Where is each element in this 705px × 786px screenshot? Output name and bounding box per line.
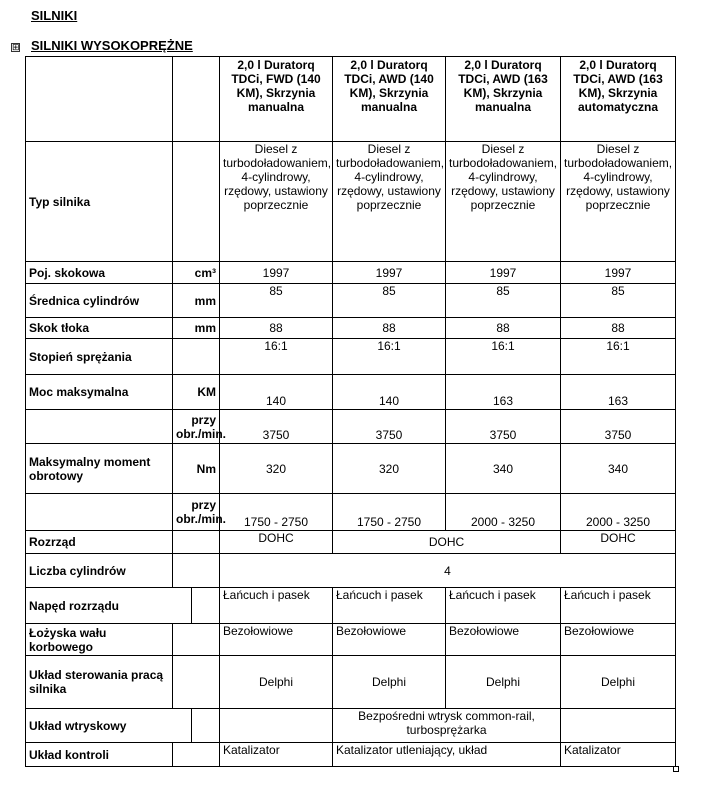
stroke-value: 88 bbox=[333, 318, 446, 339]
unit-cell bbox=[173, 339, 220, 375]
row-label: Poj. skokowa bbox=[26, 262, 173, 284]
power-value: 140 bbox=[333, 375, 446, 410]
valvetrain-value: DOHC bbox=[333, 531, 561, 554]
bearings-value: Bezołowiowe bbox=[561, 624, 676, 656]
row-label: Średnica cylindrów bbox=[26, 284, 173, 318]
table-move-handle-icon[interactable]: ⊞ bbox=[12, 42, 20, 52]
table-row bbox=[26, 284, 676, 318]
table-row bbox=[26, 494, 676, 531]
bearings-value: Bezołowiowe bbox=[333, 624, 446, 656]
torque-value: 340 bbox=[446, 444, 561, 494]
row-label: Napęd rozrządu bbox=[26, 588, 192, 624]
power-value: 163 bbox=[446, 375, 561, 410]
column-header: 2,0 l Duratorq TDCi, AWD (163 KM), Skrzynia manualna bbox=[446, 57, 561, 142]
power-value: 163 bbox=[561, 375, 676, 410]
unit-cell bbox=[192, 588, 220, 624]
table-row bbox=[26, 262, 676, 284]
row-label: Układ wtryskowy bbox=[26, 709, 192, 743]
unit-cell bbox=[173, 554, 220, 588]
unit-cell bbox=[173, 531, 220, 554]
compression-value: 16:1 bbox=[446, 339, 561, 375]
table-row bbox=[26, 554, 676, 588]
header-row bbox=[26, 57, 676, 142]
torque-rpm-value: 1750 - 2750 bbox=[220, 494, 333, 531]
ecu-value: Delphi bbox=[220, 656, 333, 709]
injection-value: Bezpośredni wtrysk common-rail, turbosprężarka bbox=[333, 709, 561, 743]
timing-drive-value: Łańcuch i pasek bbox=[561, 588, 676, 624]
timing-drive-value: Łańcuch i pasek bbox=[220, 588, 333, 624]
bearings-value: Bezołowiowe bbox=[446, 624, 561, 656]
column-header: 2,0 l Duratorq TDCi, AWD (163 KM), Skrzynia automatyczna bbox=[561, 57, 676, 142]
table-row bbox=[26, 339, 676, 375]
power-rpm-value: 3750 bbox=[333, 410, 446, 444]
bore-value: 85 bbox=[220, 284, 333, 318]
engine-type-value: Diesel z turbodoładowaniem, 4-cylindrowy, rzędowy, ustawiony poprzecznie bbox=[446, 142, 561, 262]
row-label: Rozrząd bbox=[26, 531, 173, 554]
table-row bbox=[26, 318, 676, 339]
table-row bbox=[26, 624, 676, 656]
bearings-value: Bezołowiowe bbox=[220, 624, 333, 656]
stroke-value: 88 bbox=[561, 318, 676, 339]
injection-blank-cell bbox=[561, 709, 676, 743]
compression-value: 16:1 bbox=[220, 339, 333, 375]
table-row bbox=[26, 531, 676, 554]
engine-type-value: Diesel z turbodoładowaniem, 4-cylindrowy, rzędowy, ustawiony poprzecznie bbox=[220, 142, 333, 262]
power-rpm-value: 3750 bbox=[446, 410, 561, 444]
header-blank-cell bbox=[26, 57, 173, 142]
unit-cell bbox=[173, 743, 220, 767]
row-label: Układ kontroli bbox=[26, 743, 173, 767]
row-label: Skok tłoka bbox=[26, 318, 173, 339]
unit-cell: mm bbox=[173, 284, 220, 318]
timing-drive-value: Łańcuch i pasek bbox=[446, 588, 561, 624]
stroke-value: 88 bbox=[220, 318, 333, 339]
stroke-value: 88 bbox=[446, 318, 561, 339]
table-row bbox=[26, 588, 676, 624]
row-label: Łożyska wału korbowego bbox=[26, 624, 173, 656]
column-header: 2,0 l Duratorq TDCi, FWD (140 KM), Skrzynia manualna bbox=[220, 57, 333, 142]
unit-cell bbox=[173, 656, 220, 709]
power-value: 140 bbox=[220, 375, 333, 410]
torque-value: 320 bbox=[220, 444, 333, 494]
row-label: Typ silnika bbox=[26, 142, 173, 262]
row-label: Liczba cylindrów bbox=[26, 554, 173, 588]
displacement-value: 1997 bbox=[220, 262, 333, 284]
displacement-value: 1997 bbox=[446, 262, 561, 284]
table-row bbox=[26, 410, 676, 444]
ecu-value: Delphi bbox=[446, 656, 561, 709]
unit-cell: KM bbox=[173, 375, 220, 410]
ecu-value: Delphi bbox=[333, 656, 446, 709]
cylinders-value: 4 bbox=[220, 554, 676, 588]
bore-value: 85 bbox=[333, 284, 446, 318]
table-row bbox=[26, 743, 676, 767]
emission-value: Katalizator bbox=[220, 743, 333, 767]
torque-rpm-value: 2000 - 3250 bbox=[561, 494, 676, 531]
row-label: Maksymalny moment obrotowy bbox=[26, 444, 173, 494]
emission-value: Katalizator bbox=[561, 743, 676, 767]
unit-cell bbox=[173, 624, 220, 656]
timing-drive-value: Łańcuch i pasek bbox=[333, 588, 446, 624]
unit-cell: przy obr./min. bbox=[173, 494, 220, 531]
torque-value: 340 bbox=[561, 444, 676, 494]
injection-blank-cell bbox=[220, 709, 333, 743]
compression-value: 16:1 bbox=[561, 339, 676, 375]
power-rpm-value: 3750 bbox=[220, 410, 333, 444]
torque-rpm-value: 2000 - 3250 bbox=[446, 494, 561, 531]
table-row bbox=[26, 375, 676, 410]
section-heading: SILNIKI bbox=[31, 8, 78, 23]
table-row bbox=[26, 656, 676, 709]
power-rpm-value: 3750 bbox=[561, 410, 676, 444]
table-row bbox=[26, 142, 676, 262]
ecu-value: Delphi bbox=[561, 656, 676, 709]
column-header: 2,0 l Duratorq TDCi, AWD (140 KM), Skrzynia manualna bbox=[333, 57, 446, 142]
compression-value: 16:1 bbox=[333, 339, 446, 375]
table-resize-handle-icon[interactable] bbox=[673, 766, 679, 772]
unit-cell bbox=[173, 142, 220, 262]
bore-value: 85 bbox=[561, 284, 676, 318]
row-label bbox=[26, 410, 173, 444]
displacement-value: 1997 bbox=[333, 262, 446, 284]
emission-value: Katalizator utleniający, układ bbox=[333, 743, 561, 767]
displacement-value: 1997 bbox=[561, 262, 676, 284]
engine-type-value: Diesel z turbodoładowaniem, 4-cylindrowy, rzędowy, ustawiony poprzecznie bbox=[561, 142, 676, 262]
unit-cell bbox=[192, 709, 220, 743]
row-label: Układ sterowania pracą silnika bbox=[26, 656, 173, 709]
unit-cell: przy obr./min. bbox=[173, 410, 220, 444]
row-label: Moc maksymalna bbox=[26, 375, 173, 410]
unit-cell: cm³ bbox=[173, 262, 220, 284]
table-row bbox=[26, 709, 676, 743]
section-subheading: SILNIKI WYSOKOPRĘŻNE bbox=[31, 38, 193, 53]
unit-cell: mm bbox=[173, 318, 220, 339]
torque-rpm-value: 1750 - 2750 bbox=[333, 494, 446, 531]
unit-cell: Nm bbox=[173, 444, 220, 494]
engine-type-value: Diesel z turbodoładowaniem, 4-cylindrowy, rzędowy, ustawiony poprzecznie bbox=[333, 142, 446, 262]
valvetrain-value: DOHC bbox=[220, 531, 333, 554]
row-label bbox=[26, 494, 173, 531]
engine-spec-table bbox=[25, 56, 676, 767]
valvetrain-value: DOHC bbox=[561, 531, 676, 554]
row-label: Stopień sprężania bbox=[26, 339, 173, 375]
header-blank-cell bbox=[173, 57, 220, 142]
bore-value: 85 bbox=[446, 284, 561, 318]
torque-value: 320 bbox=[333, 444, 446, 494]
table-row bbox=[26, 444, 676, 494]
